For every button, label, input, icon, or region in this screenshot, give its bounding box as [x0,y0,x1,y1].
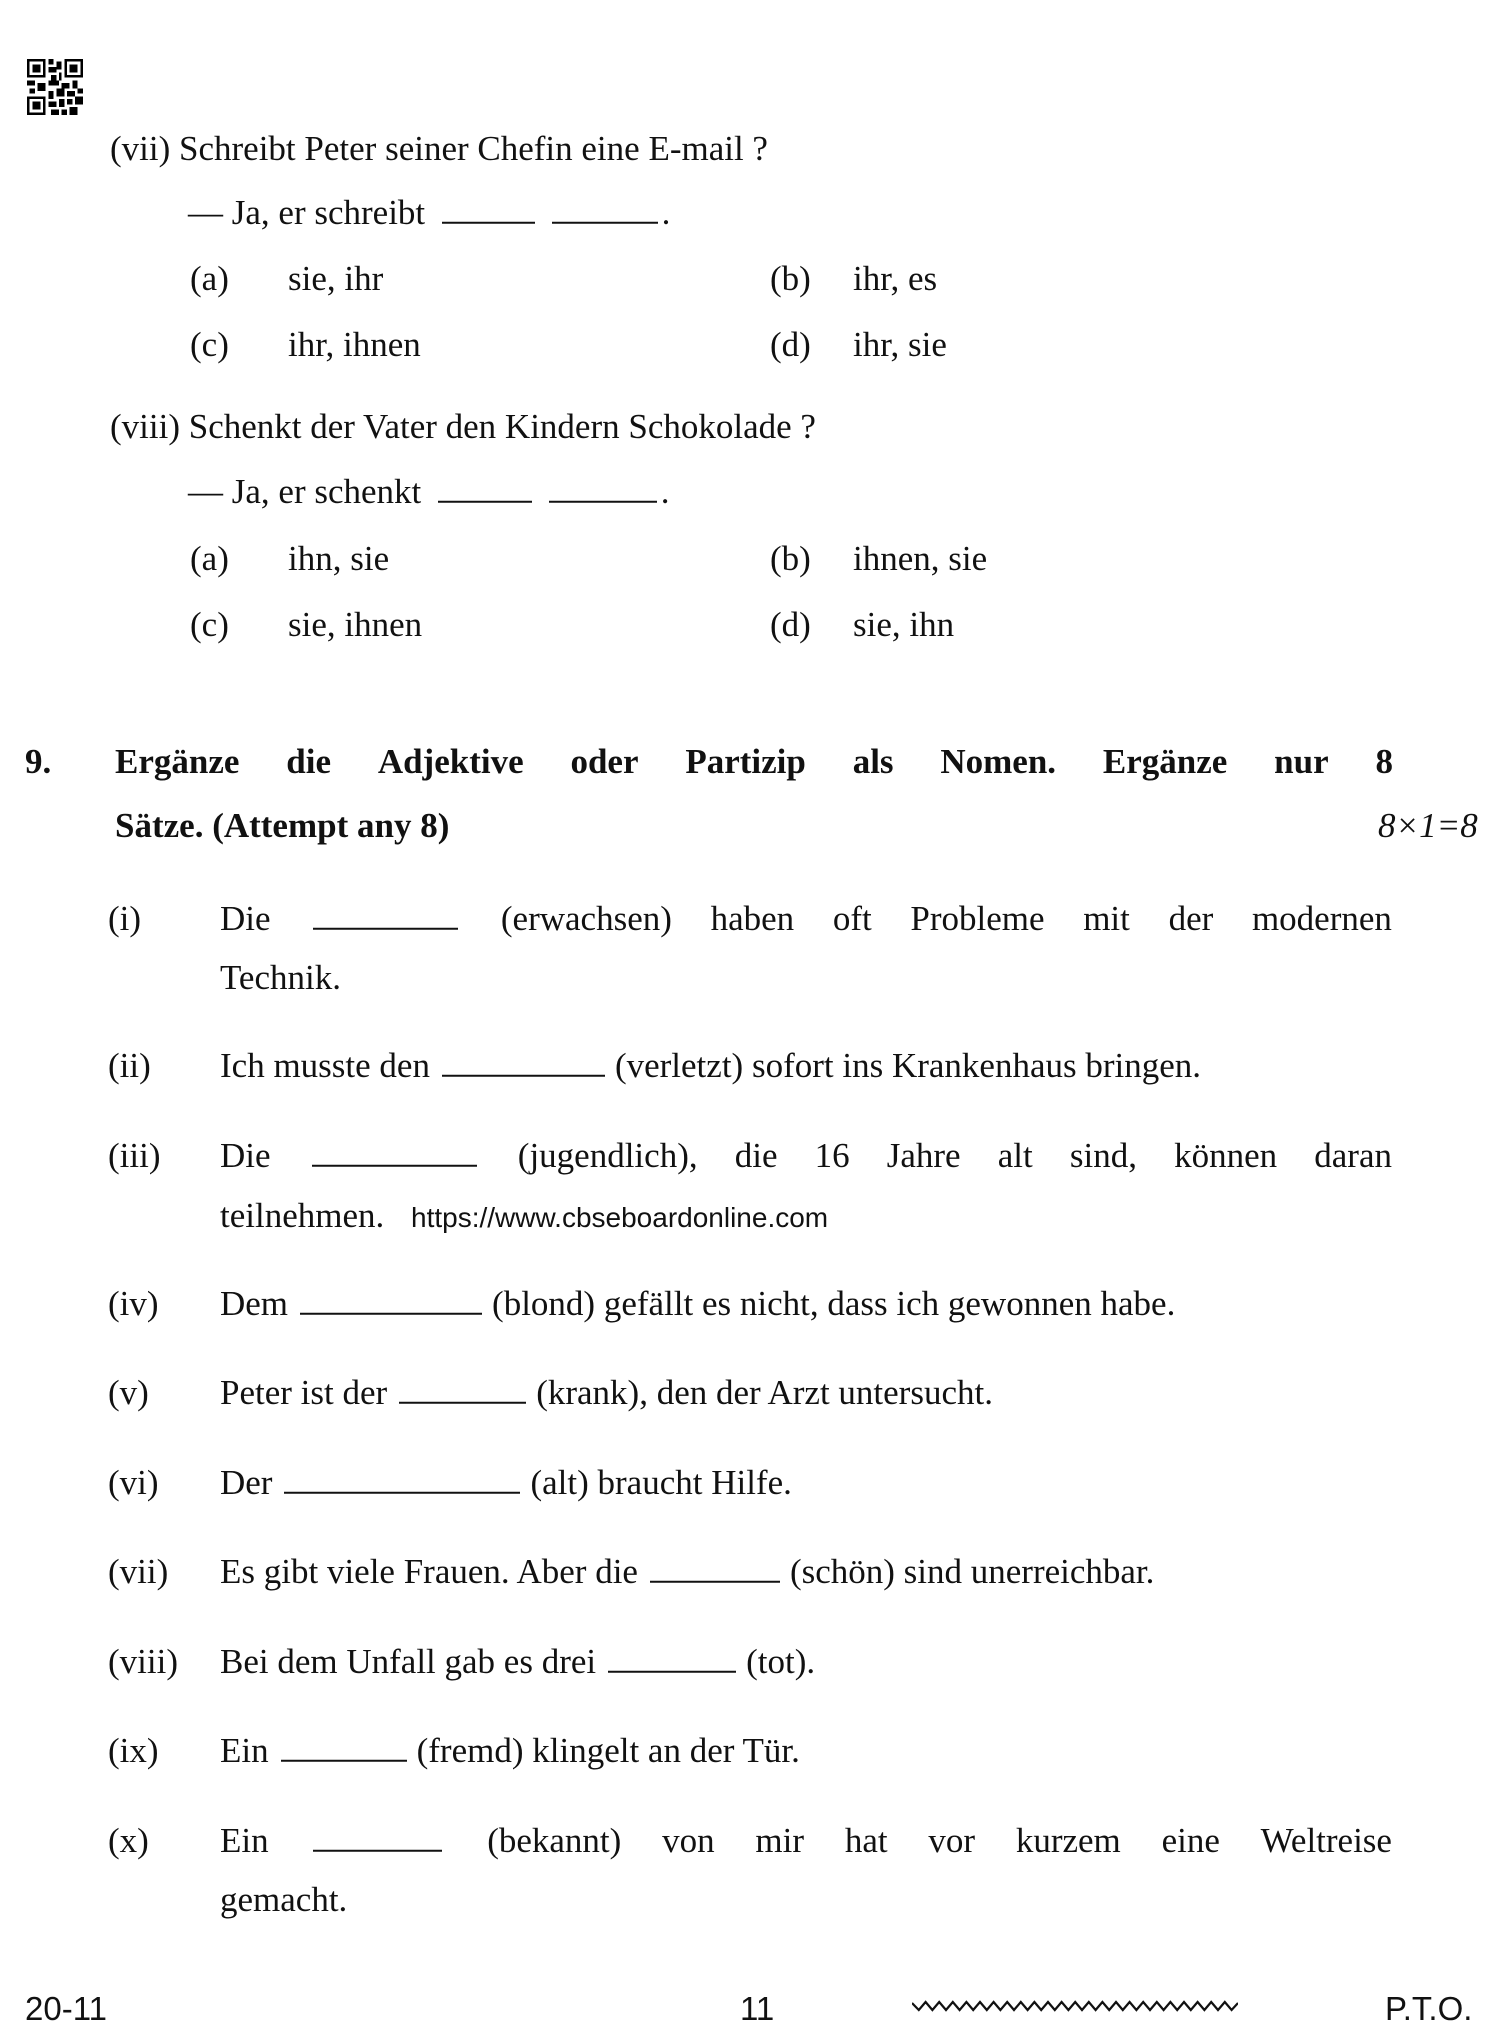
text: teilnehmen. [220,1195,385,1235]
item-x-line1 [220,1820,1392,1860]
blank[interactable] [281,1760,407,1762]
blank[interactable] [313,928,458,930]
question-8-vii [110,128,768,168]
heading-word: oder [570,741,639,781]
hint: (jugendlich), [517,1135,698,1175]
option-text-a[interactable]: sie, ihr [288,258,384,298]
text: der [1168,898,1214,938]
heading-word: Partizip [685,741,806,781]
question-heading-line2: Sätze. (Attempt any 8) [115,805,450,845]
marks-label: 8×1=8 [1378,805,1478,845]
item-number: (iii) [108,1135,161,1175]
heading-word: Ergänze [115,741,240,781]
answer-line [188,192,671,232]
text: (alt) braucht Hilfe. [530,1462,792,1502]
blank-1[interactable] [442,222,535,224]
text: Ein [220,1820,269,1860]
text: Es gibt viele Frauen. Aber die [220,1551,638,1591]
text: Ich musste den [220,1045,430,1085]
item-ix [220,1730,800,1770]
text: (verletzt) sofort ins Krankenhaus bringen. [614,1045,1202,1085]
footer-page-number: 11 [740,1990,775,2027]
heading-word: nur [1274,741,1329,781]
answer-suffix: . [660,471,670,511]
item-number: (ii) [108,1045,151,1085]
option-label-b: (b) [770,258,811,298]
question-text: Schenkt der Vater den Kindern Schokolade ? [188,406,816,446]
option-text-a[interactable]: ihn, sie [288,538,390,578]
text: von [662,1820,715,1860]
heading-word: als [852,741,894,781]
option-label-c: (c) [190,324,229,364]
option-text-d[interactable]: ihr, sie [853,324,947,364]
text: vor [928,1820,976,1860]
answer-prefix: — Ja, er schreibt [188,192,426,232]
text: Dem [220,1283,289,1323]
text: oft [832,898,872,938]
question-8-viii [110,406,816,446]
item-iii-line2 [220,1195,829,1235]
text: hat [844,1820,888,1860]
blank[interactable] [399,1402,526,1404]
text: (tot). [746,1641,816,1681]
heading-word: Nomen. [940,741,1057,781]
text: Jahre [886,1135,961,1175]
text: (blond) gefällt es nicht, dass ich gewonnen habe. [492,1283,1176,1323]
blank[interactable] [312,1165,477,1167]
answer-suffix: . [661,192,671,232]
item-number: (x) [108,1820,149,1860]
text: Ein [220,1730,269,1770]
question-text: Schreibt Peter seiner Chefin eine E-mail ? [179,128,768,168]
option-text-d[interactable]: sie, ihn [853,604,955,644]
option-label-b: (b) [770,538,811,578]
hint: (bekannt) [487,1820,622,1860]
text: 16 [814,1135,850,1175]
option-label-a: (a) [190,258,229,298]
footer-pto: P.T.O. [1385,1990,1473,2027]
answer-prefix: — Ja, er schenkt [188,471,422,511]
question-number: 9. [25,741,52,781]
text: (krank), den der Arzt untersucht. [536,1372,993,1412]
hint: (erwachsen) [500,898,672,938]
blank[interactable] [442,1075,605,1077]
text: die [734,1135,778,1175]
item-iii-line1 [220,1135,1392,1175]
text: Weltreise [1260,1820,1392,1860]
wavy-line-icon [912,1999,1238,2013]
option-text-b[interactable]: ihr, es [853,258,938,298]
text: alt [997,1135,1033,1175]
option-label-d: (d) [770,604,811,644]
footer-code: 20-11 [25,1990,107,2027]
text: Bei dem Unfall gab es drei [220,1641,597,1681]
text: Die [220,898,271,938]
text: Peter ist der [220,1372,388,1412]
text: (fremd) klingelt an der Tür. [416,1730,800,1770]
item-number: (viii) [110,406,180,446]
text: können [1174,1135,1278,1175]
item-i-line2: Technik. [220,957,341,997]
item-ii [220,1045,1202,1085]
item-viii [220,1641,816,1681]
item-number: (v) [108,1372,149,1412]
heading-word: Adjektive [377,741,524,781]
item-iv [220,1283,1176,1323]
text: modernen [1251,898,1392,938]
item-number: (vii) [110,128,171,168]
item-number: (iv) [108,1283,159,1323]
option-label-d: (d) [770,324,811,364]
text: daran [1314,1135,1392,1175]
blank[interactable] [608,1671,736,1673]
blank[interactable] [650,1581,780,1583]
blank[interactable] [313,1850,442,1852]
text: Der [220,1462,273,1502]
blank-2[interactable] [552,222,658,224]
text: haben [710,898,795,938]
item-number: (i) [108,898,142,938]
text: Die [220,1135,271,1175]
item-vi [220,1462,792,1502]
item-i-line1 [220,898,1392,938]
text: mir [755,1820,805,1860]
option-text-b[interactable]: ihnen, sie [853,538,988,578]
text: eine [1161,1820,1220,1860]
text: Probleme [910,898,1045,938]
watermark-url[interactable]: https://www.cbseboardonline.com [411,1201,829,1233]
item-vii [220,1551,1155,1591]
item-number: (viii) [108,1641,178,1681]
text: (schön) sind unerreichbar. [789,1551,1155,1591]
blank-1[interactable] [438,501,532,503]
option-label-a: (a) [190,538,229,578]
option-text-c[interactable]: sie, ihnen [288,604,423,644]
text: sind, [1069,1135,1137,1175]
item-number: (vii) [108,1551,169,1591]
heading-word: 8 [1375,741,1393,781]
blank[interactable] [300,1313,482,1315]
item-number: (vi) [108,1462,159,1502]
option-text-c[interactable]: ihr, ihnen [288,324,421,364]
item-x-line2: gemacht. [220,1879,348,1919]
question-heading-line1 [115,741,1393,781]
text: mit [1083,898,1130,938]
heading-word: die [286,741,331,781]
blank[interactable] [284,1492,520,1494]
heading-word: Ergänze [1102,741,1228,781]
item-number: (ix) [108,1730,159,1770]
blank-2[interactable] [549,501,657,503]
text: kurzem [1015,1820,1121,1860]
item-v [220,1372,993,1412]
option-label-c: (c) [190,604,229,644]
answer-line [188,471,670,511]
qr-code-icon [27,59,83,115]
